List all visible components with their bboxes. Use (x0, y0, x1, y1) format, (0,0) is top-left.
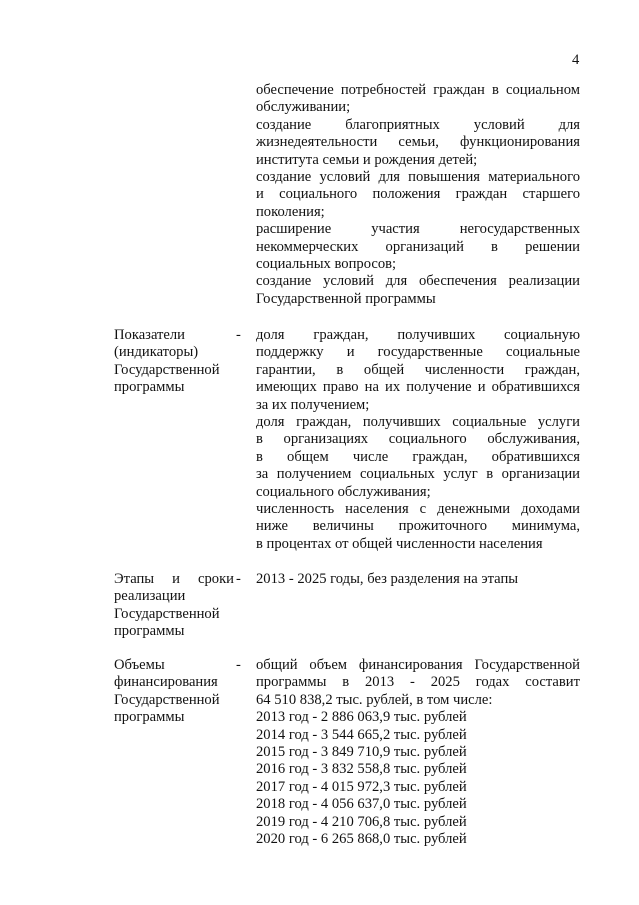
label-line: программы (114, 709, 185, 726)
content-line: 2015 год - 3 849 710,9 тыс. рублей (256, 744, 467, 761)
content-line: общий объем финансирования Государственной (256, 657, 580, 673)
content-line: ниже величины прожиточного минимума, (256, 518, 580, 535)
content-line: численность населения с денежными доходами (256, 501, 580, 518)
content-line: 2020 год - 6 265 868,0 тыс. рублей (256, 831, 467, 848)
content-line: за получением социальных услуг в организации (256, 466, 580, 483)
content-line: в общем числе граждан, обратившихся (256, 448, 580, 465)
row-dash: - (236, 571, 241, 587)
content-line: имеющих право на их получение и обратившихся (256, 379, 580, 396)
content-line: 2013 - 2025 годы, без разделения на этапы (256, 571, 519, 587)
row-label (114, 571, 234, 641)
page-number: 4 (572, 52, 580, 68)
row-dash: - (236, 327, 241, 343)
content-line: гарантии, в общей численности граждан, (256, 361, 580, 378)
content-line: создание условий для обеспечения реализации (256, 273, 580, 290)
content-line: и социального положения граждан старшего (256, 186, 580, 203)
label-line: Государственной (114, 605, 220, 622)
content-line: института семьи и рождения детей; (256, 151, 478, 168)
label-line: программы (114, 623, 185, 640)
label-line: Этапы и сроки (114, 571, 234, 587)
label-line: программы (114, 379, 185, 396)
content-line: обслуживании; (256, 99, 351, 116)
content-line: поколения; (256, 203, 325, 220)
content-line: доля граждан, получивших социальную (256, 327, 580, 343)
row-label (114, 327, 234, 397)
label-line: Объемы (114, 657, 165, 673)
row-content (256, 82, 580, 308)
label-line: Показатели (114, 327, 185, 343)
label-line: Государственной (114, 691, 220, 708)
row-content (256, 327, 580, 553)
label-line: Государственной (114, 361, 220, 378)
content-line: 2019 год - 4 210 706,8 тыс. рублей (256, 813, 467, 830)
content-line: социального обслуживания; (256, 483, 431, 500)
content-line: создание условий для повышения материального (256, 169, 580, 186)
content-line: в процентах от общей численности населения (256, 535, 543, 552)
content-line: создание благоприятных условий для (256, 116, 580, 133)
row-content (256, 571, 580, 588)
row-content (256, 657, 580, 848)
row-dash: - (236, 657, 241, 673)
content-line: в организациях социального обслуживания, (256, 431, 580, 448)
content-line: за их получением; (256, 396, 370, 413)
content-line: 2016 год - 3 832 558,8 тыс. рублей (256, 761, 467, 778)
label-line: финансирования (114, 674, 218, 691)
content-line: социальных вопросов; (256, 256, 397, 273)
content-line: 2013 год - 2 886 063,9 тыс. рублей (256, 709, 467, 726)
content-line: обеспечение потребностей граждан в социальном (256, 82, 580, 98)
content-line: 2018 год - 4 056 637,0 тыс. рублей (256, 796, 467, 813)
content-line: Государственной программы (256, 290, 436, 307)
content-line: 2014 год - 3 544 665,2 тыс. рублей (256, 726, 467, 743)
content-line: 2017 год - 4 015 972,3 тыс. рублей (256, 778, 467, 795)
row-label (114, 657, 234, 727)
label-line: (индикаторы) (114, 344, 199, 361)
label-line: реализации (114, 588, 186, 605)
content-line: жизнедеятельности семьи, функционирования (256, 134, 580, 151)
content-line: расширение участия негосударственных (256, 221, 580, 238)
content-line: 64 510 838,2 тыс. рублей, в том числе: (256, 691, 493, 708)
content-line: программы в 2013 - 2025 годах составит (256, 674, 580, 691)
content-line: некоммерческих организаций в решении (256, 238, 580, 255)
content-line: доля граждан, получивших социальные услуги (256, 414, 580, 431)
content-line: поддержку и государственные социальные (256, 344, 580, 361)
